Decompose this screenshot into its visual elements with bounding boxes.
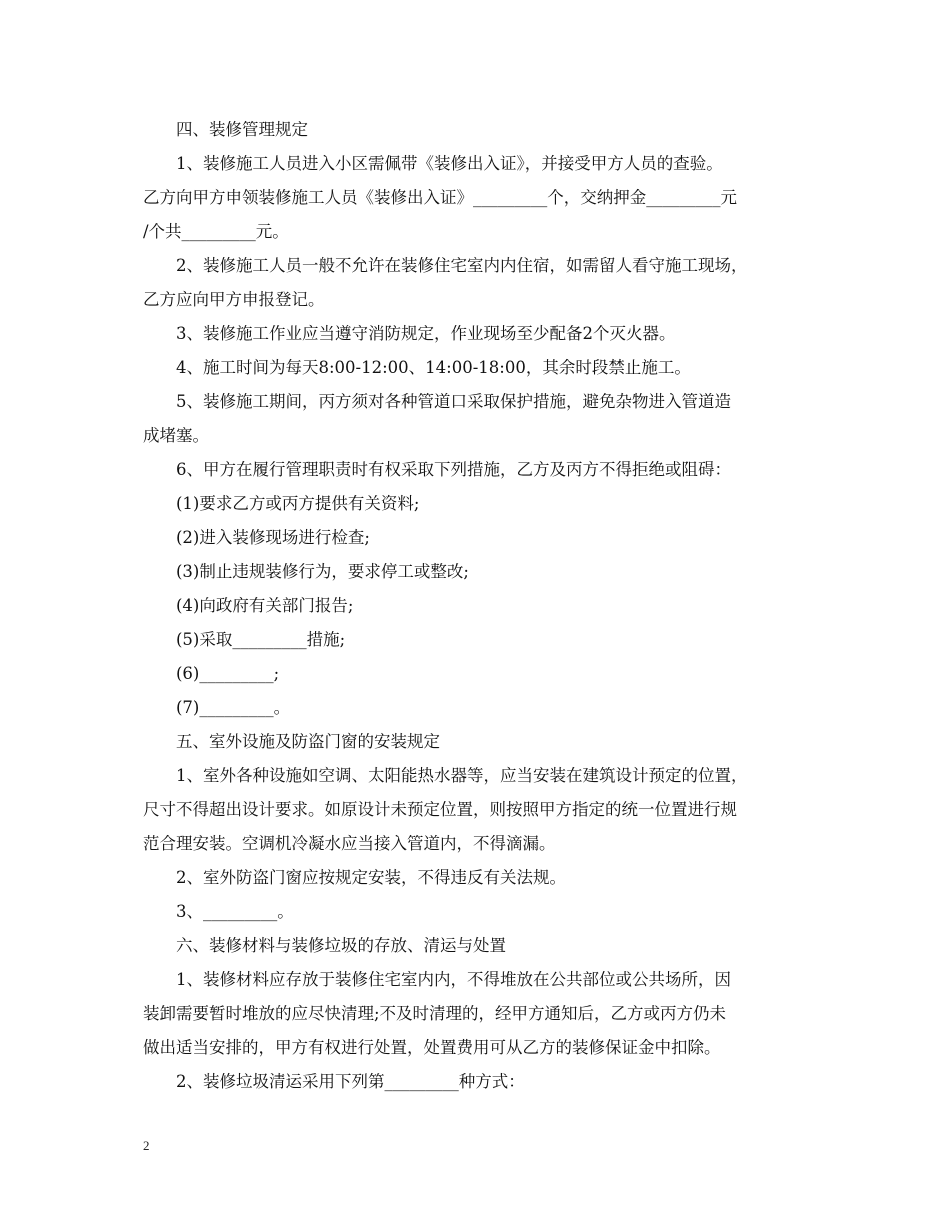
paragraph: 4、施工时间为每天8:00-12:00、14:00-18:00，其余时段禁止施工。 <box>176 358 691 377</box>
paragraph: 2、室外防盗门窗应按规定安装，不得违反有关法规。 <box>176 868 566 887</box>
document-body <box>143 113 823 1099</box>
paragraph-line: 装卸需要暂时堆放的应尽快清理;不及时清理的，经甲方通知后，乙方或丙方仍未 <box>143 1004 727 1023</box>
section-heading: 四、装修管理规定 <box>176 120 308 139</box>
list-item: (1)要求乙方或丙方提供有关资料; <box>176 494 420 513</box>
paragraph-line: 做出适当安排的，甲方有权进行处置，处置费用可从乙方的装修保证金中扣除。 <box>143 1038 721 1057</box>
paragraph-line: 1、装修材料应存放于装修住宅室内内，不得堆放在公共部位或公共场所，因 <box>176 970 731 989</box>
paragraph-line: 2、装修施工人员一般不允许在装修住宅室内内住宿，如需留人看守施工现场， <box>176 256 748 275</box>
list-item: (7)_________。 <box>176 698 291 717</box>
list-item: (6)_________; <box>176 664 280 683</box>
paragraph-line: 1、装修施工人员进入小区需佩带《装修出入证》，并接受甲方人员的查验。 <box>176 154 723 173</box>
page-number: 2 <box>143 1138 150 1153</box>
paragraph-line: 尺寸不得超出设计要求。如原设计未预定位置，则按照甲方指定的统一位置进行规 <box>143 800 737 819</box>
paragraph-line: 1、室外各种设施如空调、太阳能热水器等，应当安装在建筑设计预定的位置， <box>176 766 748 785</box>
list-item: (3)制止违规装修行为，要求停工或整改; <box>176 562 469 581</box>
paragraph: 2、装修垃圾清运采用下列第_________种方式： <box>176 1072 525 1091</box>
paragraph-line: 乙方向甲方申领装修施工人员《装修出入证》_________个，交纳押金_________元 <box>143 188 737 207</box>
paragraph-line: 5、装修施工期间，丙方须对各种管道口采取保护措施，避免杂物进入管道造 <box>176 392 731 411</box>
list-item: (5)采取_________措施; <box>176 630 346 649</box>
paragraph-line: 成堵塞。 <box>143 426 209 445</box>
section-heading: 六、装修材料与装修垃圾的存放、清运与处置 <box>176 936 506 955</box>
section-heading: 五、室外设施及防盗门窗的安装规定 <box>176 732 440 751</box>
list-item: (4)向政府有关部门报告; <box>176 596 354 615</box>
paragraph-line: 范合理安装。空调机冷凝水应当接入管道内，不得滴漏。 <box>143 834 556 853</box>
paragraph: 6、甲方在履行管理职责时有权采取下列措施，乙方及丙方不得拒绝或阻碍： <box>176 460 731 479</box>
paragraph: 3、装修施工作业应当遵守消防规定，作业现场至少配备2个灭火器。 <box>176 324 676 343</box>
paragraph-line: /个共_________元。 <box>143 222 289 241</box>
list-item: (2)进入装修现场进行检查; <box>176 528 370 547</box>
paragraph-line: 乙方应向甲方申报登记。 <box>143 290 325 309</box>
paragraph: 3、_________。 <box>176 902 294 921</box>
